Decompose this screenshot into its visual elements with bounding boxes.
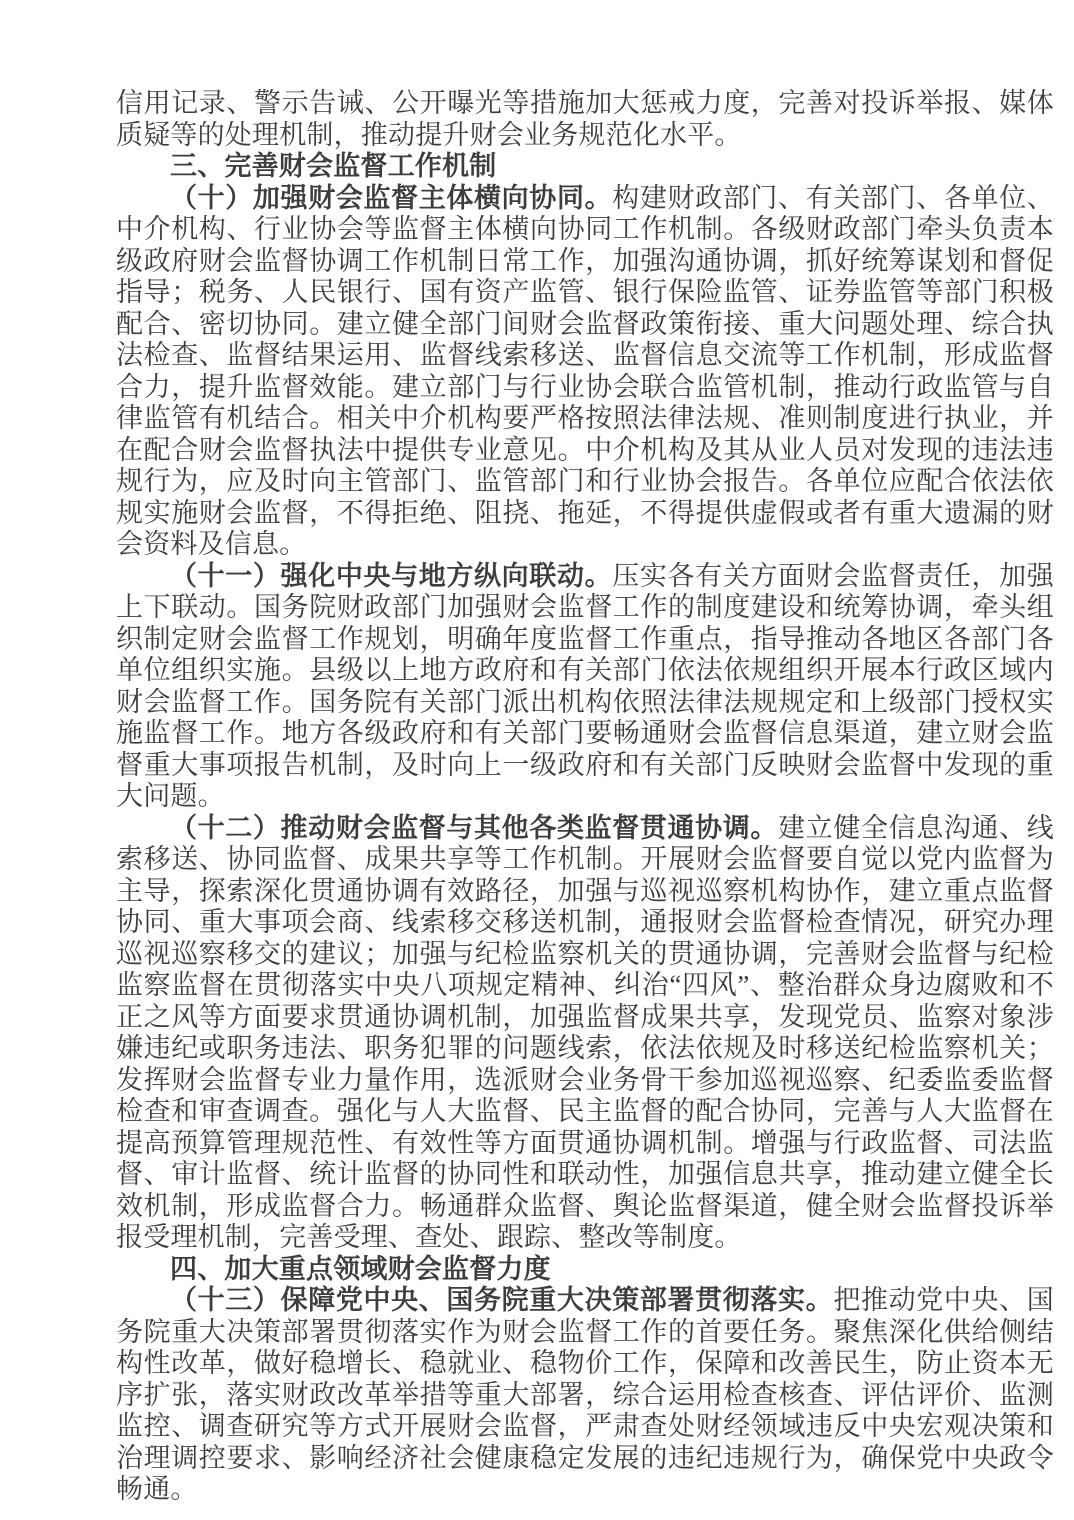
- continuation-paragraph: 信用记录、警示告诫、公开曝光等措施加大惩戒力度，完善对投诉举报、媒体质疑等的处理机制，推动提升财会业务规范化水平。: [116, 88, 1054, 150]
- section-heading: 三、完善财会监督工作机制: [170, 151, 497, 181]
- section-heading: 四、加大重点领域财会监督力度: [170, 1253, 551, 1284]
- numbered-paragraph: [116, 183, 1054, 561]
- paragraph-lead-sentence: （十三）保障党中央、国务院重大决策部署贯彻落实。: [170, 1285, 834, 1315]
- paragraph-body-text: 建立健全信息沟通、线索移送、协同监督、成果共享等工作机制。开展财会监督要自觉以党内监督为主导，探索深化贯通协调有效路径，加强与巡视巡察机构协作，建立重点监督协同、重大事项会商、线索移交移送机制，通报财会监督检查情况，研究办理巡视巡察移交的建议；加强与纪检监察机关的贯通协调，完善财会监督与纪检监察监督在贯彻落实中央八项规定精神、纠治“四风”、整治群众身边腐败和不正之风等方面要求贯通协调机制，加强监督成果共享，发现党员、监察对象涉嫌违纪或职务违法、职务犯罪的问题线索，依法依规及时移送纪检监察机关；发挥财会监督专业力量作用，选派财会业务骨干参加巡视巡察、纪委监委监督检查和审查调查。强化与人大监督、民主监督的配合协同，完善与人大监督在提高预算管理规范性、有效性等方面贯通协调机制。增强与行政监督、司法监督、审计监督、统计监督的协同性和联动性，加强信息共享，推动建立健全长效机制，形成监督合力。畅通群众监督、舆论监督渠道，健全财会监督投诉举报受理机制，完善受理、查处、跟踪、整改等制度。: [116, 812, 1054, 1252]
- paragraph-body-text: 压实各有关方面财会监督责任，加强上下联动。国务院财政部门加强财会监督工作的制度建设和统筹协调，牵头组织制定财会监督工作规划，明确年度监督工作重点，指导推动各地区各部门各单位组织实施。县级以上地方政府和有关部门依法依规组织开展本行政区域内财会监督工作。国务院有关部门派出机构依照法律法规规定和上级部门授权实施监督工作。地方各级政府和有关部门要畅通财会监督信息渠道，建立财会监督重大事项报告机制，及时向上一级政府和有关部门反映财会监督中发现的重大问题。: [116, 560, 1054, 811]
- paragraph-lead-sentence: （十）加强财会监督主体横向协同。: [170, 182, 613, 213]
- paragraph-lead-sentence: （十二）推动财会监督与其他各类监督贯通协调。: [170, 812, 779, 843]
- numbered-paragraph: [116, 813, 1054, 1254]
- numbered-paragraph: [116, 561, 1054, 813]
- paragraph-body-text: 构建财政部门、有关部门、各单位、中介机构、行业协会等监督主体横向协同工作机制。各级财政部门牵头负责本级政府财会监督协调工作机制日常工作，加强沟通协调，抓好统筹谋划和督促指导；税务、人民银行、国有资产监管、银行保险监管、证券监管等部门积极配合、密切协同。建立健全部门间财会监督政策衔接、重大问题处理、综合执法检查、监督结果运用、监督线索移送、监督信息交流等工作机制，形成监督合力，提升监督效能。建立部门与行业协会联合监管机制，推动行政监管与自律监管有机结合。相关中介机构要严格按照法律法规、准则制度进行执业，并在配合财会监督执法中提供专业意见。中介机构及其从业人员对发现的违法违规行为，应及时向主管部门、监管部门和行业协会报告。各单位应配合依法依规实施财会监督，不得拒绝、阻挠、拖延，不得提供虚假或者有重大遗漏的财会资料及信息。: [116, 182, 1054, 559]
- paragraph-body-text: 把推动党中央、国务院重大决策部署贯彻落实作为财会监督工作的首要任务。聚焦深化供给侧结构性改革，做好稳增长、稳就业、稳物价工作，保障和改善民生，防止资本无序扩张，落实财政改革举措等重大部署，综合运用检查核查、评估评价、监测监控、调查研究等方式开展财会监督，严肃查处财经领域违反中央宏观决策和治理调控要求、影响经济社会健康稳定发展的违纪违规行为，确保党中央政令畅通。: [116, 1285, 1054, 1504]
- numbered-paragraph: [116, 1285, 1054, 1506]
- document-body: [116, 88, 1054, 1506]
- paragraph-lead-sentence: （十一）强化中央与地方纵向联动。: [170, 560, 613, 591]
